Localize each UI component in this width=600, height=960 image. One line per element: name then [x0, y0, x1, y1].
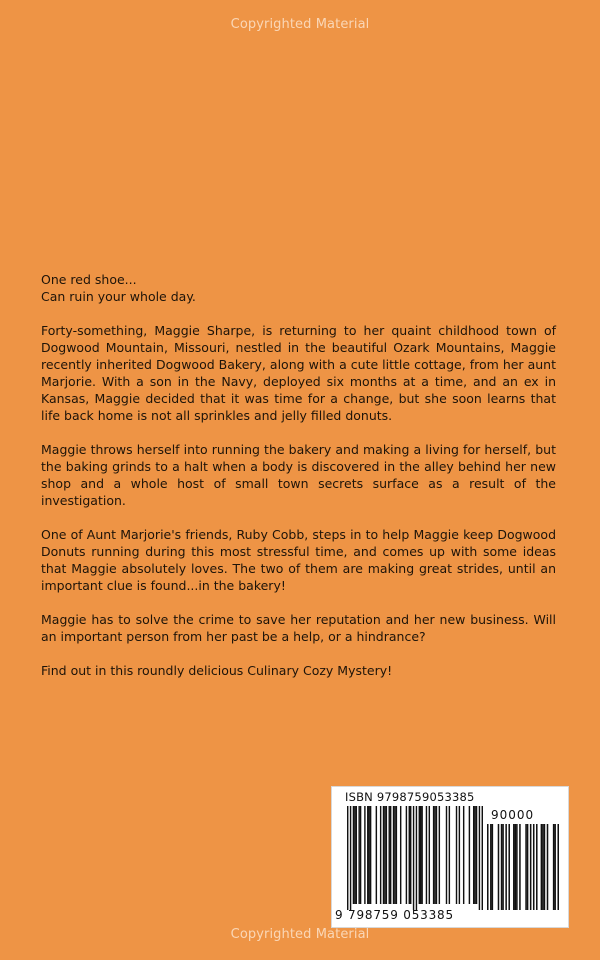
- addon-bar: [505, 824, 507, 910]
- barcode-bar: [409, 806, 410, 904]
- addon-bar: [502, 824, 504, 910]
- addon-bar: [508, 824, 510, 910]
- barcode-bar: [360, 806, 361, 904]
- barcode-bar: [413, 806, 414, 910]
- blurb-paragraph-1: Forty-something, Maggie Sharpe, is returning to her quaint childhood town of Dogwood Mountain, Missouri, nestled in the beautiful Ozark Mountains, Maggie recently inherited Dogwood Bakery, along with a cute little cottage, from her aunt Marjorie. With a son in the Navy, deployed six months at a time, and an ex in Kansas, Maggie decided that it was time for a change, but she soon learns that life back home is not all sprinkles and jelly filled donuts.: [41, 323, 556, 423]
- barcode-bar: [354, 806, 355, 904]
- barcode-bar: [396, 806, 397, 904]
- barcode-bar: [474, 806, 475, 904]
- barcode-bar: [436, 806, 437, 904]
- barcode-bar: [376, 806, 377, 904]
- addon-bar: [557, 824, 559, 910]
- barcode-bar: [479, 806, 480, 910]
- tagline-line-2: Can ruin your whole day.: [41, 289, 196, 304]
- barcode-bar: [347, 806, 348, 910]
- barcode-bar: [449, 806, 450, 904]
- blurb-paragraph-2: Maggie throws herself into running the bakery and making a living for herself, but the baking grinds to a halt when a body is discovered in the alley behind her new shop and a whole host of small town secrets surface as a result of the investigation.: [41, 442, 556, 508]
- addon-bar: [487, 824, 489, 910]
- addon-bar: [533, 824, 535, 910]
- addon-bar: [525, 824, 527, 910]
- addon-bar: [501, 824, 503, 910]
- barcode-bar: [389, 806, 390, 904]
- addon-bar: [490, 824, 492, 910]
- barcode-digits: 9 798759 053385: [335, 908, 454, 922]
- barcode-bar: [406, 806, 407, 904]
- barcode-bar: [456, 806, 457, 904]
- addon-bar: [530, 824, 532, 910]
- barcode-bar: [367, 806, 368, 904]
- isbn-barcode-box: [331, 786, 569, 928]
- blurb-paragraph-4: Maggie has to solve the crime to save her reputation and her new business. Will an important person from her past be a help, or a hindrance?: [41, 612, 556, 644]
- barcode-bar: [426, 806, 427, 904]
- addon-bar: [536, 824, 538, 910]
- barcode-bar: [463, 806, 464, 904]
- barcode-bar: [439, 806, 440, 904]
- barcode-bar: [421, 806, 422, 904]
- price-code: 90000: [491, 808, 535, 822]
- barcode-bar: [429, 806, 430, 904]
- addon-bar: [519, 824, 521, 910]
- barcode-bar: [364, 806, 365, 904]
- barcode-bar: [419, 806, 420, 904]
- barcode-bar: [459, 806, 460, 904]
- barcode-bar: [476, 806, 477, 904]
- barcode-bar: [482, 806, 483, 910]
- barcode-bar: [433, 806, 434, 904]
- addon-bar: [542, 824, 544, 910]
- barcode-bar: [383, 806, 384, 904]
- price-addon-barcode: [487, 824, 559, 910]
- tagline: [41, 271, 556, 305]
- addon-bar: [553, 824, 555, 910]
- addon-bar: [527, 824, 529, 910]
- addon-bar: [513, 824, 515, 910]
- barcode-bar: [473, 806, 474, 904]
- barcode-bar: [469, 806, 470, 904]
- barcode-bar: [400, 806, 401, 904]
- barcode-bar: [420, 806, 421, 904]
- barcode-bar: [393, 806, 394, 904]
- ean-13-barcode: [347, 806, 483, 910]
- isbn-label: ISBN 9798759053385: [345, 790, 475, 804]
- addon-bar: [541, 824, 543, 910]
- barcode-bar: [370, 806, 371, 904]
- barcode-bar: [358, 806, 359, 904]
- addon-bar: [515, 824, 517, 910]
- addon-bar: [547, 824, 549, 910]
- copyright-watermark-bottom: Copyrighted Material: [230, 927, 370, 942]
- barcode-bar: [380, 806, 381, 904]
- tagline-line-1: One red shoe...: [41, 272, 137, 287]
- barcode-bar: [386, 806, 387, 904]
- barcode-bar: [434, 806, 435, 904]
- barcode-bar: [446, 806, 447, 904]
- barcode-bar: [384, 806, 385, 904]
- blurb-paragraph-3: One of Aunt Marjorie's friends, Ruby Cobb, steps in to help Maggie keep Dogwood Donuts running during this most stressful time, and comes up with some ideas that Maggie absolutely loves. The two of them are making great strides, until an important clue is found...in the bakery!: [41, 527, 556, 593]
- barcode-bar: [350, 806, 351, 910]
- barcode-bar: [356, 806, 357, 904]
- addon-bar: [544, 824, 546, 910]
- barcode-bar: [410, 806, 411, 904]
- addon-bar: [554, 824, 556, 910]
- blurb-paragraph-5: Find out in this roundly delicious Culinary Cozy Mystery!: [41, 663, 393, 678]
- addon-bar: [498, 824, 500, 910]
- copyright-watermark-top: Copyrighted Material: [230, 17, 370, 32]
- back-cover-blurb: [41, 271, 556, 696]
- barcode-bar: [368, 806, 369, 904]
- addon-bar: [516, 824, 518, 910]
- barcode-bar: [390, 806, 391, 904]
- barcode-bar: [394, 806, 395, 904]
- addon-bar: [492, 824, 494, 910]
- barcode-bar: [416, 806, 417, 910]
- barcode-bar: [353, 806, 354, 904]
